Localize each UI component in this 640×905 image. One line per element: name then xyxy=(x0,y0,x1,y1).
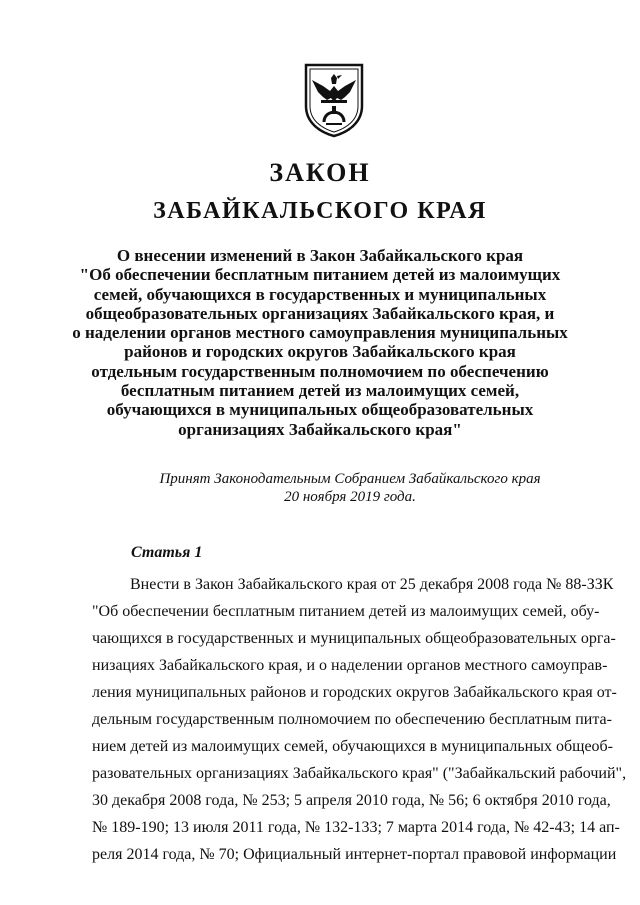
law-title: ЗАКОН xyxy=(269,158,371,187)
body-line: нием детей из малоимущих семей, обучающихся в муниципальных общеоб- xyxy=(92,738,614,755)
body-line: 30 декабря 2008 года, № 253; 5 апреля 2010 года, № 56; 6 октября 2010 года, xyxy=(92,792,611,809)
heading-line: организациях Забайкальского края" xyxy=(178,419,462,439)
heading-line: семей, обучающихся в государственных и муниципальных xyxy=(93,284,547,304)
heading-line: отдельным государственным полномочием по обеспечению xyxy=(91,361,549,381)
heading-line: бесплатным питанием детей из малоимущих семей, xyxy=(120,381,520,401)
body-line: Внести в Закон Забайкальского края от 25 декабря 2008 года № 88-ЗЗК xyxy=(130,576,614,593)
adoption-date: 20 ноября 2019 года. xyxy=(284,489,416,505)
heading-line: о наделении органов местного самоуправления муниципальных xyxy=(72,323,568,343)
article-title: Статья 1 xyxy=(131,544,203,561)
heading-line: районов и городских округов Забайкальского края xyxy=(124,342,516,362)
coat-of-arms-icon xyxy=(303,62,365,138)
body-line: низациях Забайкальского края, и о наделении органов местного самоуправ- xyxy=(92,657,608,674)
heading-line: общеобразовательных организациях Забайкальского края, и xyxy=(85,303,555,323)
heading-line: "Об обеспечении бесплатным питанием детей из малоимущих xyxy=(79,265,561,285)
adoption-body: Принят Законодательным Собранием Забайкальского края xyxy=(159,471,541,487)
article-body xyxy=(92,571,627,868)
heading-line: О внесении изменений в Закон Забайкальского края xyxy=(116,246,524,265)
body-line: разовательных организациях Забайкальского края" ("Забайкальский рабочий", xyxy=(92,765,627,782)
body-line: "Об обеспечении бесплатным питанием детей из малоимущих семей, обу- xyxy=(92,603,600,620)
body-line: ления муниципальных районов и городских округов Забайкальского края от- xyxy=(92,684,617,701)
body-line: № 189-190; 13 июля 2011 года, № 132-133; 7 марта 2014 года, № 42-43; 14 ап- xyxy=(92,819,620,836)
law-heading xyxy=(60,246,580,439)
body-line: дельным государственным полномочием по обеспечению бесплатным пита- xyxy=(92,711,612,728)
body-line: реля 2014 года, № 70; Официальный интернет-портал правовой информации xyxy=(92,846,617,863)
law-region-title: ЗАБАЙКАЛЬСКОГО КРАЯ xyxy=(153,198,487,224)
adoption-note xyxy=(0,470,640,506)
heading-line: обучающихся в муниципальных общеобразовательных xyxy=(106,400,534,420)
body-line: чающихся в государственных и муниципальных общеобразовательных орга- xyxy=(92,630,616,647)
